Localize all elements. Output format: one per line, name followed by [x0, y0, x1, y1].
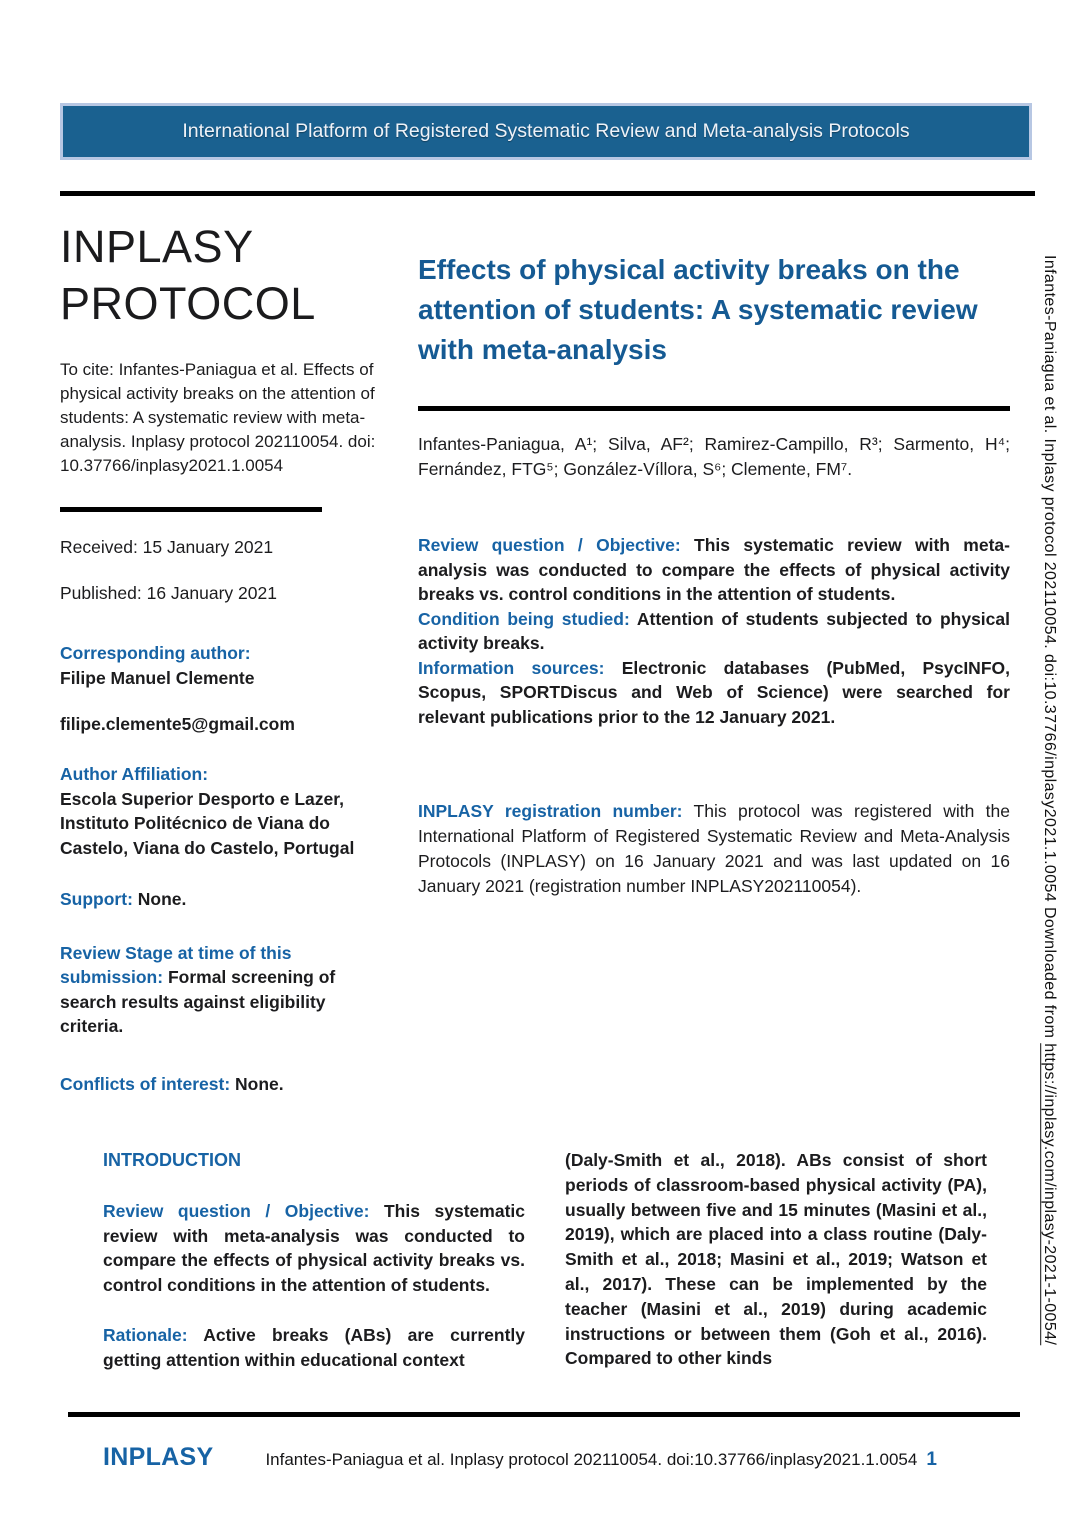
divider-under-citation	[60, 507, 322, 512]
review-question-paragraph	[418, 533, 1010, 607]
received-date: Received: 15 January 2021	[60, 537, 274, 557]
author-list: Infantes-Paniagua, A¹; Silva, AF²; Ramirez-Campillo, R³; Sarmento, H⁴; Fernández, FTG⁵; González-Víllora, S⁶; Clemente, FM⁷.	[418, 434, 1010, 479]
masthead-title-line2: PROTOCOL	[60, 278, 316, 329]
side-watermark-text: Infantes-Paniagua et al. Inplasy protocol 202110054. doi:10.37766/inplasy2021.1.0054 Downloaded from	[1041, 255, 1058, 1044]
article-title: Effects of physical activity breaks on the attention of students: A systematic review with meta-analysis	[418, 254, 978, 365]
corresponding-author-label: Corresponding author:	[60, 643, 251, 663]
condition-label: Condition being studied:	[418, 608, 630, 629]
masthead-column	[60, 196, 386, 1096]
conflicts-value: None.	[235, 1073, 284, 1094]
corresponding-author-email[interactable]: filipe.clemente5@gmail.com	[60, 714, 295, 734]
footer-logo: INPLASY	[103, 1443, 214, 1471]
introduction-heading: INTRODUCTION	[103, 1150, 241, 1170]
page-footer	[103, 1443, 1003, 1472]
rationale-paragraph	[103, 1323, 525, 1373]
divider-footer	[68, 1412, 1020, 1417]
side-watermark	[1040, 255, 1058, 1536]
introduction-column-left	[103, 1148, 525, 1373]
published-date: Published: 16 January 2021	[60, 583, 277, 603]
footer-citation: Infantes-Paniagua et al. Inplasy protocol 202110054. doi:10.37766/inplasy2021.1.0054	[265, 1450, 918, 1469]
platform-banner-text: International Platform of Registered Systematic Review and Meta-analysis Protocols	[182, 120, 910, 142]
masthead-title	[60, 218, 386, 332]
support-block	[60, 887, 386, 912]
review-stage-value: Formal screening of search results against eligibility criteria.	[60, 967, 336, 1036]
condition-text: Attention of students subjected to physical activity breaks.	[418, 608, 1010, 653]
conflicts-label: Conflicts of interest:	[60, 1073, 231, 1094]
introduction-section	[103, 1148, 987, 1373]
rationale-text: Active breaks (ABs) are currently getting attention within educational context	[103, 1324, 526, 1370]
registration-paragraph	[418, 799, 1010, 899]
side-watermark-link[interactable]: https://inplasy.com/inplasy-2021-1-0054/	[1041, 1043, 1058, 1346]
page-number: 1	[926, 1449, 937, 1470]
divider-under-title	[418, 406, 1010, 411]
review-stage-block	[60, 941, 386, 1039]
introduction-continued-text: (Daly-Smith et al., 2018). ABs consist of short periods of classroom-based physical activity (PA), usually between five and 15 minutes (Masini et al., 2019), which are placed into a class routine (Daly-Smith et al., 2018; Masini et al., 2019; Watson et al., 2017). These can be implemented by the teacher (Masini et al., 2019) during academic instructions or between them (Goh et al., 2016). Compared to other kinds	[565, 1150, 987, 1369]
introduction-review-question-text: This systematic review with meta-analysis was conducted to compare the effects of physical activity breaks vs. control conditions in the attention of students.	[103, 1200, 525, 1296]
support-value: None.	[137, 889, 187, 909]
introduction-review-question-label: Review question / Objective:	[103, 1200, 370, 1221]
registration-text: This protocol was registered with the International Platform of Registered Systematic Review and Meta-Analysis Protocols (INPLASY) on 16 January 2021 and was last updated on 16 January 2021 (registration number INPLASY202110054).	[418, 801, 1010, 896]
affiliation-text: Escola Superior Desporto e Lazer, Instituto Politécnico de Viana do Castelo, Viana do Castelo, Portugal	[60, 788, 355, 858]
review-question-text: This systematic review with meta-analysis was conducted to compare the effects of physical activity breaks vs. control conditions in the attention of students.	[418, 535, 1010, 604]
masthead-title-line1: INPLASY	[60, 221, 254, 272]
information-sources-label: Information sources:	[418, 657, 605, 678]
conflicts-block	[60, 1072, 386, 1097]
support-label: Support:	[60, 889, 133, 909]
registration-label: INPLASY registration number:	[418, 801, 683, 821]
corresponding-author-name: Filipe Manuel Clemente	[60, 667, 255, 688]
introduction-column-right	[565, 1148, 987, 1373]
affiliation-label: Author Affiliation:	[60, 764, 209, 784]
article-column	[418, 250, 1010, 899]
citation-note: To cite: Infantes-Paniagua et al. Effects of physical activity breaks on the attention of students: A systematic review with meta-analysis. Inplasy protocol 202110054. doi: 10.37766/inplasy2021.1.0054	[60, 360, 376, 475]
review-stage-label: Review Stage at time of this submission:	[60, 942, 292, 987]
information-sources-text: Electronic databases (PubMed, PsycINFO, Scopus, SPORTDiscus and Web of Science) were searched for relevant publications prior to the 12 January 2021.	[418, 657, 1010, 727]
corresponding-author-block	[60, 641, 386, 690]
introduction-review-question-paragraph	[103, 1199, 525, 1298]
rationale-label: Rationale:	[103, 1324, 188, 1345]
affiliation-block	[60, 762, 386, 860]
review-question-label: Review question / Objective:	[418, 535, 681, 555]
platform-banner	[60, 103, 1032, 160]
information-sources-paragraph	[418, 656, 1010, 730]
condition-paragraph	[418, 607, 1010, 656]
abstract-section	[418, 533, 1010, 729]
